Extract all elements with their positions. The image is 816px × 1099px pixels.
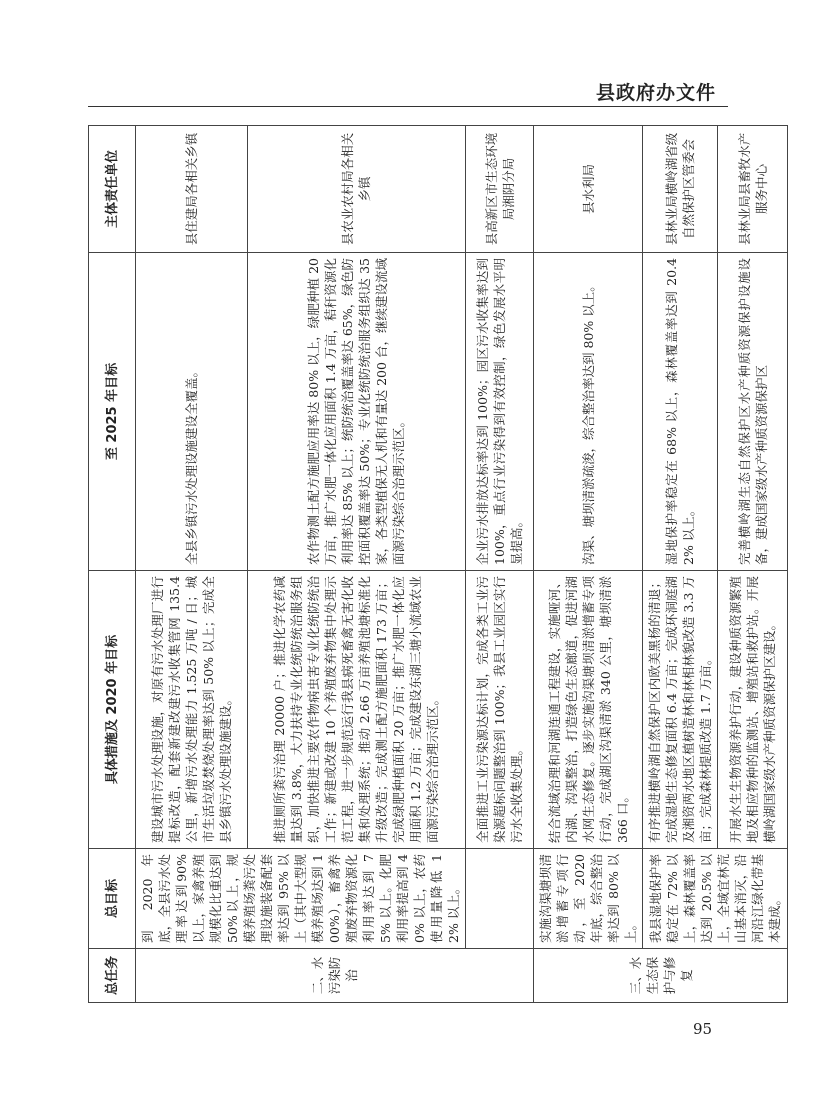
table-header-row xyxy=(89,126,136,1003)
measure-cell: 开展水生生物资源养护行动，建设种质资源繁殖地及相应物种的监测站、增殖站和救护站。开展横岭湖国家级水产种质资源保护区建设。 xyxy=(718,571,788,849)
unit-cell: 县林业局县畜牧水产服务中心 xyxy=(718,126,788,253)
goal-cell: 实施沟渠塘坝清淤增蓄专项行动，至 2020 年底，综合整治率达到 80% 以上。 xyxy=(534,849,643,949)
goal-text-part1: 到 2020 年底，全县污水处理率达到90%以上，家禽养殖规模化比重达到 50% xyxy=(140,854,240,943)
header-divider xyxy=(88,106,728,107)
unit-cell: 县农业农村局各相关乡镇 xyxy=(247,126,465,253)
target-cell: 湿地保护率稳定在 68% 以上，森林覆盖率达到 20.42% 以上。 xyxy=(643,253,718,571)
table-row xyxy=(534,126,643,1003)
header-goal: 总目标 xyxy=(89,849,136,949)
table-row xyxy=(466,126,534,1003)
table-row xyxy=(136,126,248,1003)
target-cell: 完善横岭湖生态自然保护区水产种质资源保护设施设备，建成国家级水产种质资源保护区 xyxy=(718,253,788,571)
table-frame xyxy=(88,126,782,1003)
header-target-2025: 至 2025 年目标 xyxy=(89,253,136,571)
target-cell: 沟渠、塘坝清淤疏浚，综合整治率达到 80% 以上。 xyxy=(534,253,643,571)
header-task: 总任务 xyxy=(89,949,136,1003)
goal-text-part2: 以上，规模养殖场粪污处理设施装备配套率达到 95% 以上（其中大型规模养殖场达到 100%），畜禽养殖废弃物资源化利用率达到 75% 以上。化肥利用率提高到 40% 以上，农药使用量降低 12% 以上。 xyxy=(225,854,461,943)
task-cell: 二、水污染防治 xyxy=(136,949,534,1003)
task-cell: 三、水生态保护与修复 xyxy=(534,949,788,1003)
measure-cell: 建设城市污水处理设施，对原有污水处理厂进行提标改造，配套新建改建污水收集管网 135.4 公里，新增污水处理能力 1.525 万吨 / 日；城市生活垃圾焚烧处理率达到 50% 以上；完成全县乡镇污水处理设施建设。 xyxy=(136,571,248,849)
table-row xyxy=(643,126,718,1003)
measure-cell: 有序推进横岭湖自然保护区内欧美黑杨的清退；完成湿地生态修复面积 6.4 万亩；完成环洞庭湖及湘资两水地区植树造林和林相林貌改造 3.3 万亩；完成森林提质改造 1.7 万亩。 xyxy=(643,571,718,849)
rotated-table-container xyxy=(88,126,782,1003)
responsibility-table xyxy=(88,125,788,1003)
header-measure: 具体措施及 2020 年目标 xyxy=(89,571,136,849)
measure-cell: 全面推进工业污染源达标计划，完成各类工业污染源超标问题整治到 100%；我县工业园区实行污水全收集处理。 xyxy=(466,571,534,849)
goal-cell xyxy=(136,849,466,949)
header-responsible-unit: 主体责任单位 xyxy=(89,126,136,253)
page-number: 95 xyxy=(693,1020,713,1038)
header-title: 县政府办文件 xyxy=(595,82,716,104)
unit-cell: 县住建局各相关乡镇 xyxy=(136,126,248,253)
measure-cell: 结合流域治理和河湖连通工程建设，实施哑河、内湖、沟渠整治，打造绿色生态廊道，促进河湖水网生态修复。逐步实施沟渠塘坝清淤增蓄专项行动，完成湖区沟渠清淤 340 公里，塘坝清淤 366 口。 xyxy=(534,571,643,849)
unit-cell: 县林业局横岭湖省级自然保护区管委会 xyxy=(643,126,718,253)
target-cell: 全县乡镇污水处理设施建设全覆盖。 xyxy=(136,253,248,571)
measure-cell: 推进厕所粪污治理 20000 户；推进化学农药减量达到 3.8%，大力扶持专业化统防统治服务组织，加快推进主要农作物病虫害专业化统防统治工作；新建或改建 10 个养殖废弃物集中处理示范工程，进一步规范运行我县病死畜禽无害化收集和处理系统；推动 2.66 万亩养殖池塘标准化升级改造；完成测土配方施肥面积 173 万亩；完成绿肥种植面积 20 万亩；推广水肥一体化应用面积 1.2 万亩；完成建设东湖三塘小流域农业面源污染综合治理示范区。 xyxy=(247,571,465,849)
unit-cell: 县高新区市生态环境局湘阴分局 xyxy=(466,126,534,253)
unit-cell: 县水利局 xyxy=(534,126,643,253)
target-cell: 农作物测土配方施肥应用率达 80% 以上，绿肥种植 20 万亩，推广水肥一体化应用面积 1.4 万亩，秸秆资源化利用率达 85% 以上；统防统治覆盖率达 65%，绿色防控面积覆盖率达 50%；专业化统防统治服务组织达 35 家，各类型植保无人机和有量达 200 台，继续建设流域面源污染综合治理示范区。 xyxy=(247,253,465,571)
goal-cell xyxy=(466,849,534,949)
goal-cell: 我县湿地保护率稳定在 72% 以上，森林覆盖率达到 20.5% 以上，全域宜林荒山基本消灭，沿河沿江绿化带基本建成。 xyxy=(643,849,788,949)
target-cell: 企业污水排放达标率达到 100%；园区污水收集率达到 100%，重点行业污染得到有效控制，绿色发展水平明显提高。 xyxy=(466,253,534,571)
